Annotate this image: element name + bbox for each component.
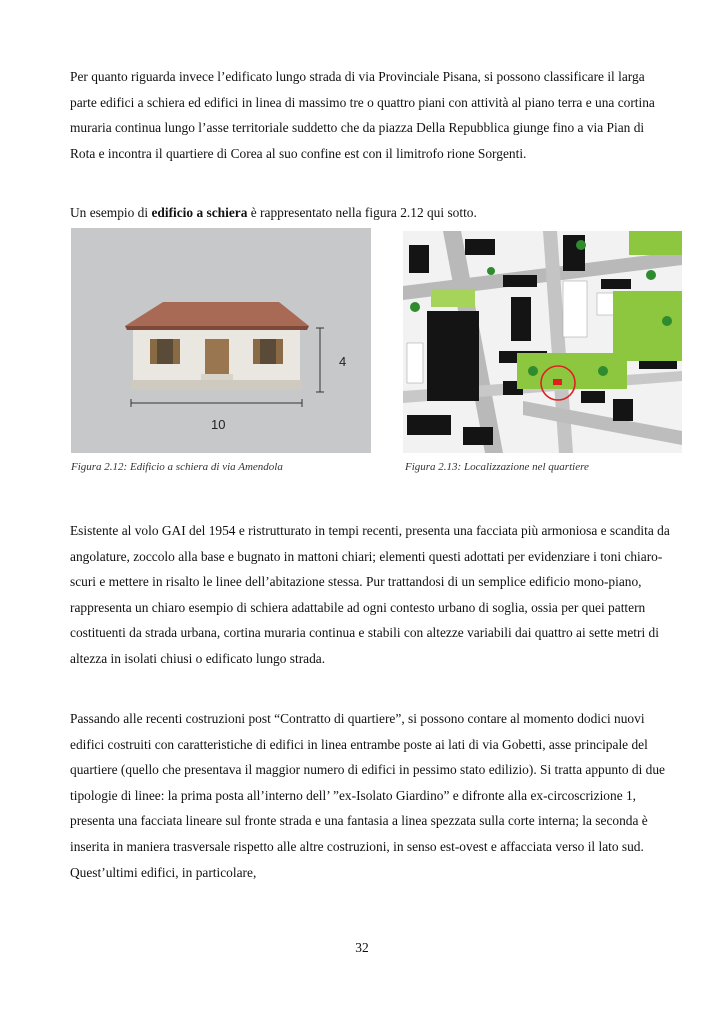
window-shutter-right-2 bbox=[276, 339, 283, 364]
page-number: 32 bbox=[355, 940, 369, 955]
intro-text-start: Un esempio di bbox=[70, 205, 152, 220]
figure-2-12-caption: Figura 2.12: Edificio a schiera di via Amendola bbox=[71, 461, 283, 473]
width-label: 10 bbox=[211, 417, 226, 432]
paragraph-via-provinciale-pisana: Per quanto riguarda invece l’edificato lungo strada di via Provinciale Pisana, si possono classificare il larga parte edifici a schiera ed edifici in linea di massimo tre o quattro piani con attività al piano terra e una cortina muraria continua lungo l’asse territoriale suddetto che da piazza Della Repubblica giunge fino a via Pian di Rota e incontra il quartiere di Corea al suo confine est con il limitrofo rione Sorgenti. bbox=[70, 69, 655, 161]
window-right bbox=[260, 339, 276, 364]
house-plinth bbox=[131, 380, 302, 390]
intro-text-end: è rappresentato nella figura 2.12 qui sotto. bbox=[247, 205, 477, 220]
location-marker bbox=[553, 379, 562, 385]
window-shutter-left-2 bbox=[173, 339, 180, 364]
intro-bold-term: edificio a schiera bbox=[151, 205, 248, 220]
neighbourhood-map-drawing bbox=[403, 231, 682, 453]
window-shutter-left bbox=[150, 339, 157, 364]
window-shutter-right bbox=[253, 339, 260, 364]
height-label: 4 bbox=[339, 354, 347, 369]
roof-eave bbox=[125, 326, 309, 330]
figure-2-13-caption: Figura 2.13: Localizzazione nel quartiere bbox=[405, 461, 589, 473]
map-green-area bbox=[629, 231, 682, 255]
house-roof bbox=[125, 302, 309, 326]
window-left bbox=[157, 339, 173, 364]
paragraph-contratto-di-quartiere: Passando alle recenti costruzioni post “Contratto di quartiere”, si possono contare al momento dodici nuovi edifici costruiti con caratteristiche di edifici in linea entrambe poste ai lati di via Gobetti, asse principale del quartiere (quello che presentava il maggior numero di edifici in pessimo stato edilizio). Si tratta appunto di due tipologie di linee: la prima posta all’interno dell’ ”ex-Isolato Giardino” e difronte alla ex-circoscrizione 1, presenta una facciata lineare sul fronte strada e una fantasia a linea spezzata sulla corte interna; la seconda è inserita in maniera trasversale rispetto alle altre costruzioni, in senso est-ovest e affacciata verso il lato sud. Quest’ultimi edifici, in particolare, bbox=[70, 711, 665, 880]
house-elevation-drawing bbox=[71, 228, 371, 453]
map-building bbox=[427, 311, 479, 401]
door-step bbox=[201, 374, 233, 380]
figure-house-elevation bbox=[71, 228, 371, 453]
figure-neighbourhood-map bbox=[403, 231, 682, 453]
paragraph-figure-intro bbox=[70, 200, 670, 226]
house-door bbox=[205, 339, 229, 374]
map-green-area bbox=[613, 291, 682, 361]
paragraph-building-description: Esistente al volo GAI del 1954 e ristrutturato in tempi recenti, presenta una facciata più armoniosa e scandita da angolature, zoccolo alla base e bugnato in mattoni chiari; elementi questi adottati per evidenziare i toni chiaro-scuri e mettere in risalto le linee dell’abitazione stessa. Pur trattandosi di un semplice edificio mono-piano, rappresenta un chiaro esempio di schiera adattabile ad ogni contesto urbano di soglia, ossia per quei pattern costituenti da strada urbana, cortina muraria continua e stabili con altezze variabili dai quattro ai sette metri di altezza in isolati chiusi o edificato lungo strada. bbox=[70, 523, 670, 666]
